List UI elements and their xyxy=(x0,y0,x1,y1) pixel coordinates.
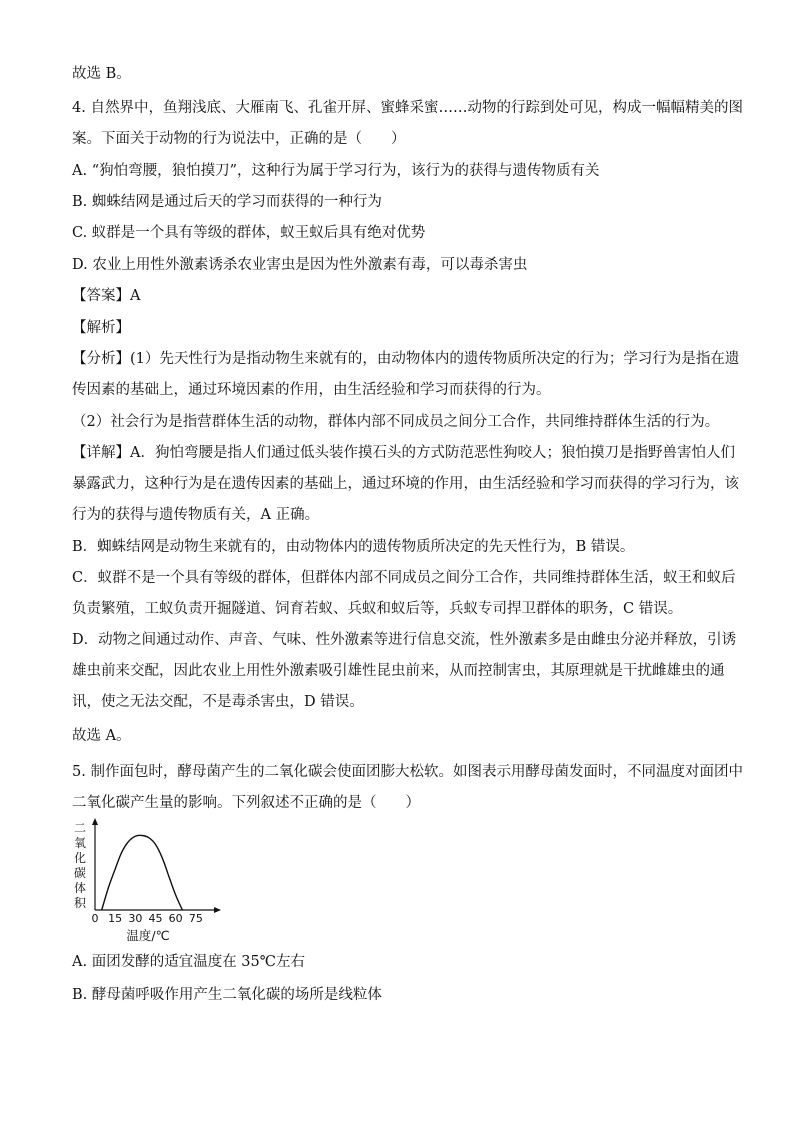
detail-option-b: B．蜘蛛结网是动物生来就有的，由动物体内的遗传物质所决定的先天性行为，B 错误。 xyxy=(72,539,635,555)
y-axis-label-char: 化 xyxy=(73,851,87,865)
detail-option-c-line-2: 负责繁殖，工蚁负责开掘隧道、饲育若蚁、兵蚁和蚁后等，兵蚁专司捍卫群体的职务，C 错误。 xyxy=(72,601,683,617)
x-axis-arrow xyxy=(214,907,221,913)
y-axis-label xyxy=(74,821,87,910)
y-axis-label-char: 体 xyxy=(73,881,87,895)
x-tick-label: 60 xyxy=(168,912,183,925)
x-axis-label: 温度/℃ xyxy=(126,928,170,943)
co2-curve xyxy=(102,835,183,910)
x-tick-label: 15 xyxy=(108,912,123,925)
conclusion-line-b: 故选 B。 xyxy=(72,66,131,82)
y-axis-label-char: 二 xyxy=(73,821,87,835)
y-axis-label-char: 碳 xyxy=(73,866,87,880)
question-5-stem-line-2: 二氧化碳产生量的影响。下列叙述不正确的是（ ） xyxy=(72,795,420,811)
analysis-line-2: 传因素的基础上，通过环境因素的作用，由生活经验和学习而获得的行为。 xyxy=(72,382,551,398)
x-tick-label: 75 xyxy=(188,912,203,925)
question-4-stem-line-1: 4. 自然界中，鱼翔浅底、大雁南飞、孔雀开屏、蜜蜂采蜜……动物的行踪到处可见，构成一幅幅精美的图 xyxy=(72,100,743,116)
conclusion-line-a: 故选 A。 xyxy=(72,728,131,744)
question-4-option-d: D. 农业上用性外激素诱杀农业害虫是因为性外激素有毒，可以毒杀害虫 xyxy=(72,257,528,273)
question-5-option-b: B. 酵母菌呼吸作用产生二氧化碳的场所是线粒体 xyxy=(72,987,382,1003)
y-axis-label-char: 氧 xyxy=(73,836,87,850)
detail-line-1: 【详解】A．狗怕弯腰是指人们通过低头装作摸石头的方式防范恶性狗咬人；狼怕摸刀是指野兽害怕人们 xyxy=(72,445,735,461)
x-tick-label: 45 xyxy=(148,912,163,925)
detail-line-2: 暴露武力，这种行为是在遗传因素的基础上，通过环境的作用，由生活经验和学习而获得的学习行为，该 xyxy=(72,476,739,492)
x-tick-label: 0 xyxy=(91,912,99,925)
detail-option-d-line-1: D．动物之间通过动作、声音、气味、性外激素等进行信息交流，性外激素多是由雌虫分泌并释放，引诱 xyxy=(72,632,737,648)
y-axis-label-char: 积 xyxy=(73,896,87,910)
x-tick-label: 30 xyxy=(128,912,143,925)
question-5-stem-line-1: 5. 制作面包时，酵母菌产生的二氧化碳会使面团膨大松软。如图表示用酵母菌发面时，不同温度对面团中 xyxy=(72,764,743,780)
y-axis-arrow xyxy=(92,818,98,825)
question-4-option-c: C. 蚁群是一个具有等级的群体，蚁王蚁后具有绝对优势 xyxy=(72,225,426,241)
question-4-stem-line-2: 案。下面关于动物的行为说法中，正确的是（ ） xyxy=(72,131,406,147)
detail-option-d-line-3: 讯，使之无法交配，不是毒杀害虫，D 错误。 xyxy=(72,694,364,710)
answer-label: 【答案】A xyxy=(72,288,141,304)
detail-line-3: 行为的获得与遗传物质有关，A 正确。 xyxy=(72,507,320,523)
analysis-line-1: 【分析】(1）先天性行为是指动物生来就有的，由动物体内的遗传物质所决定的行为；学习行为是指在遗 xyxy=(72,351,740,367)
detail-option-d-line-2: 雄虫前来交配，因此农业上用性外激素吸引雄性昆虫前来，从而控制害虫，其原理就是干扰雌雄虫的通 xyxy=(72,663,725,679)
question-4-option-b: B. 蜘蛛结网是通过后天的学习而获得的一种行为 xyxy=(72,194,382,210)
explanation-label: 【解析】 xyxy=(72,320,130,336)
question-4-option-a: A. “狗怕弯腰，狼怕摸刀”，这种行为属于学习行为，该行为的获得与遗传物质有关 xyxy=(72,163,600,179)
detail-option-c-line-1: C．蚁群不是一个具有等级的群体，但群体内部不同成员之间分工合作，共同维持群体生活，蚁王和蚁后 xyxy=(72,570,736,586)
co2-temperature-chart xyxy=(70,818,230,946)
analysis-line-3: （2）社会行为是指营群体生活的动物，群体内部不同成员之间分工合作，共同维持群体生活的行为。 xyxy=(72,414,720,430)
question-5-option-a: A. 面团发酵的适宜温度在 35℃左右 xyxy=(72,954,305,970)
